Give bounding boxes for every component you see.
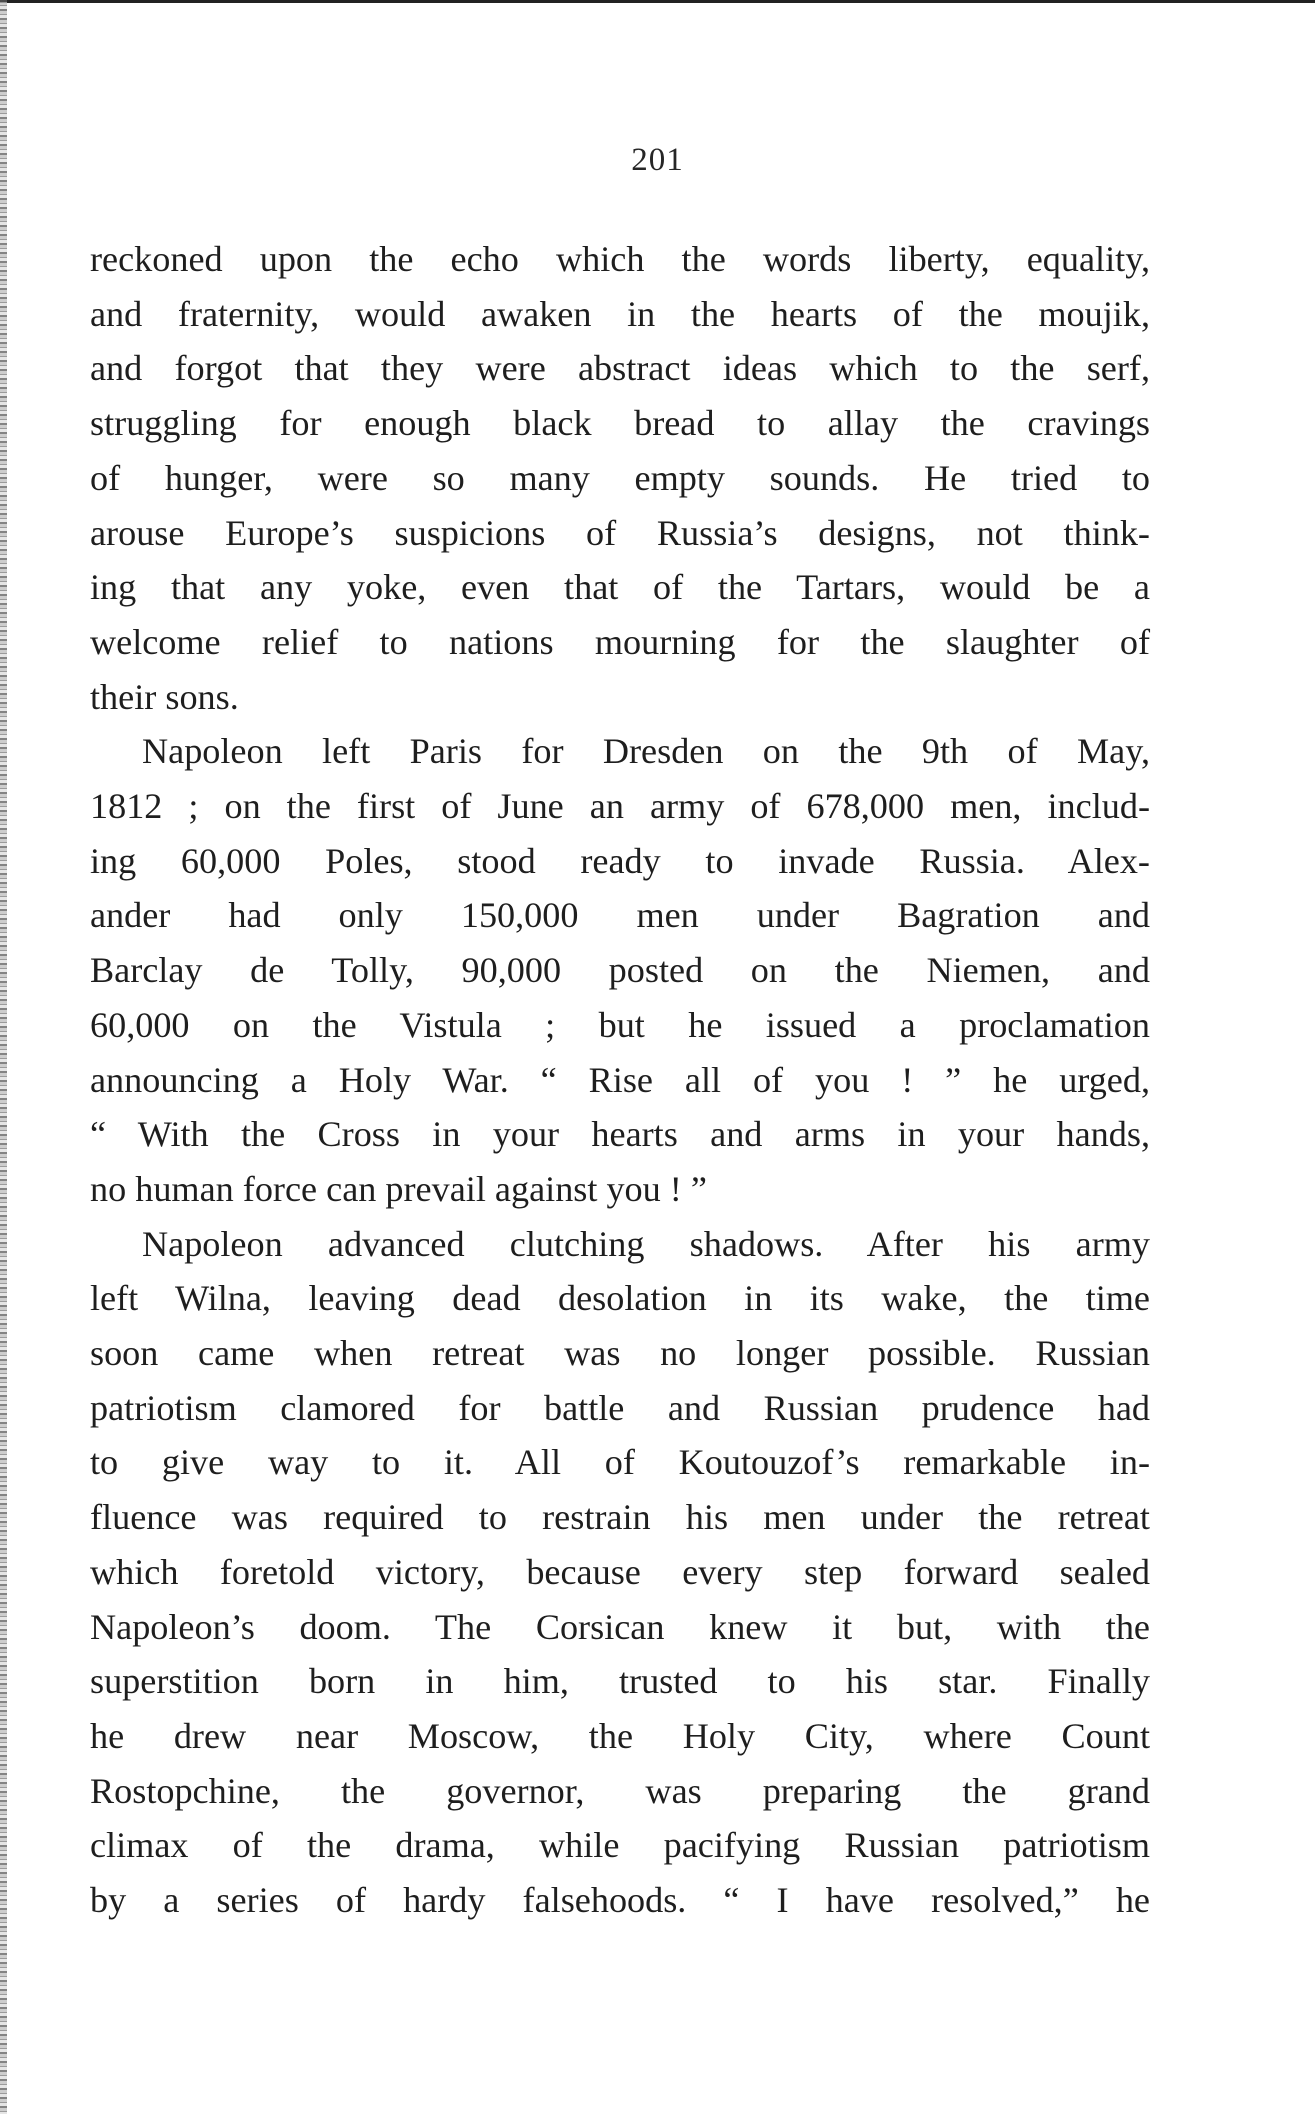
text-line: ander had only 150,000 men under Bagration and (90, 895, 1150, 936)
text-line: by a series of hardy falsehoods. “ I have resolved,” he (90, 1880, 1150, 1921)
page-left-edge (0, 0, 7, 2114)
text-line: “ With the Cross in your hearts and arms in your hands, (90, 1114, 1150, 1155)
page-body (90, 232, 1150, 1928)
page-top-edge (0, 0, 1315, 3)
text-line: and forgot that they were abstract ideas which to the serf, (90, 348, 1150, 389)
text-line: fluence was required to restrain his men under the retreat (90, 1497, 1150, 1538)
paragraph-end-line: their sons. (90, 676, 239, 717)
text-line: and fraternity, would awaken in the hearts of the moujik, (90, 293, 1150, 334)
text-line: patriotism clamored for battle and Russian prudence had (90, 1387, 1150, 1428)
text-line: struggling for enough black bread to allay the cravings (90, 403, 1150, 444)
text-line: reckoned upon the echo which the words liberty, equality, (90, 239, 1150, 279)
text-line: climax of the drama, while pacifying Russian patriotism (90, 1825, 1150, 1866)
text-line: he drew near Moscow, the Holy City, where Count (90, 1715, 1150, 1756)
text-line: Rostopchine, the governor, was preparing the grand (90, 1770, 1150, 1811)
text-line: 60,000 on the Vistula ; but he issued a proclamation (90, 1004, 1150, 1045)
text-line: announcing a Holy War. “ Rise all of you ! ” he urged, (90, 1059, 1150, 1100)
text-line: 1812 ; on the first of June an army of 678,000 men, includ- (90, 786, 1150, 827)
page-number: 201 (631, 142, 684, 178)
text-line: superstition born in him, trusted to his star. Finally (90, 1661, 1150, 1702)
text-line: welcome relief to nations mourning for the slaughter of (90, 621, 1150, 662)
text-line: Barclay de Tolly, 90,000 posted on the Niemen, and (90, 950, 1150, 991)
text-line: to give way to it. All of Koutouzof’s remarkable in- (90, 1442, 1150, 1483)
text-line: Napoleon’s doom. The Corsican knew it but, with the (90, 1606, 1150, 1647)
text-line: ing 60,000 Poles, stood ready to invade Russia. Alex- (90, 840, 1150, 881)
text-line: left Wilna, leaving dead desolation in its wake, the time (90, 1278, 1150, 1319)
text-line: of hunger, were so many empty sounds. He tried to (90, 457, 1150, 498)
paragraph-end-line: no human force can prevail against you ! ” (90, 1168, 707, 1209)
paragraph-start-line: Napoleon left Paris for Dresden on the 9th of May, (142, 731, 1150, 772)
text-line: arouse Europe’s suspicions of Russia’s designs, not think- (90, 512, 1150, 553)
paragraph-start-line: Napoleon advanced clutching shadows. After his army (142, 1223, 1150, 1264)
text-line: soon came when retreat was no longer possible. Russian (90, 1333, 1150, 1374)
text-line: ing that any yoke, even that of the Tartars, would be a (90, 567, 1150, 608)
text-line: which foretold victory, because every step forward sealed (90, 1551, 1150, 1592)
